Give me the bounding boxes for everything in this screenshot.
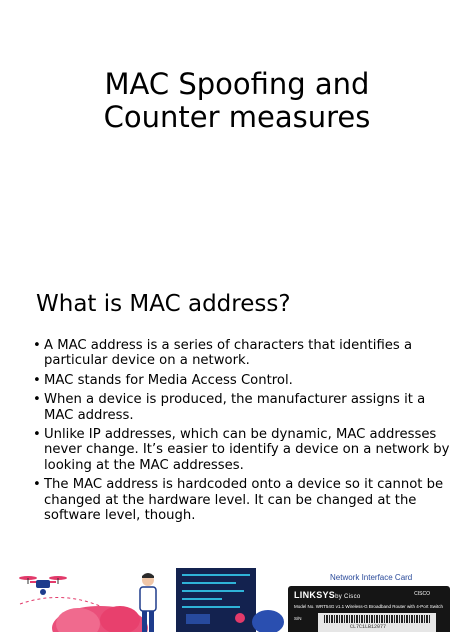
bullet-list bbox=[33, 338, 453, 527]
person-icon bbox=[140, 573, 156, 632]
cloud-shape bbox=[252, 610, 284, 632]
router-sn-label: S/N bbox=[294, 616, 302, 621]
bullet-item: • A MAC address is a series of characters that identifies a particular device on a network. bbox=[33, 338, 453, 369]
bullet-item: • The MAC address is hardcoded onto a device so it cannot be changed at the hardware level. It can be changed at the software level, though. bbox=[33, 477, 453, 523]
illustration-graphic bbox=[0, 560, 290, 632]
router-serial: CL7C1LB12077 bbox=[350, 624, 387, 630]
title-line-2: Counter measures bbox=[103, 100, 371, 134]
slide-title bbox=[0, 68, 474, 134]
router-brand-suffix: by Cisco bbox=[335, 594, 361, 600]
router-brand-name: LINKSYS bbox=[294, 590, 336, 600]
network-illustration bbox=[0, 560, 290, 632]
slide-heading: What is MAC address? bbox=[36, 291, 291, 317]
drone-icon bbox=[19, 576, 67, 595]
cisco-logo: CISCO bbox=[414, 591, 430, 597]
title-slide bbox=[0, 0, 474, 260]
router-photo bbox=[288, 586, 450, 632]
nic-caption: Network Interface Card bbox=[330, 573, 413, 582]
barcode bbox=[324, 615, 430, 623]
router-brand bbox=[294, 590, 361, 600]
router-sticker bbox=[318, 613, 436, 632]
server-panel-icon bbox=[176, 568, 256, 632]
bullet-item: • Unlike IP addresses, which can be dynamic, MAC addresses never change. It’s easier to identify a device on a network by looking at the MAC addresses. bbox=[33, 427, 453, 473]
router-model-text: Model No. WRT54G v1.1 Wireless-G Broadband Router with 4-Port Switch bbox=[294, 604, 443, 609]
bullet-item: • When a device is produced, the manufacturer assigns it a MAC address. bbox=[33, 392, 453, 423]
title-line-1: MAC Spoofing and bbox=[104, 67, 370, 101]
bullet-item: • MAC stands for Media Access Control. bbox=[33, 373, 453, 388]
